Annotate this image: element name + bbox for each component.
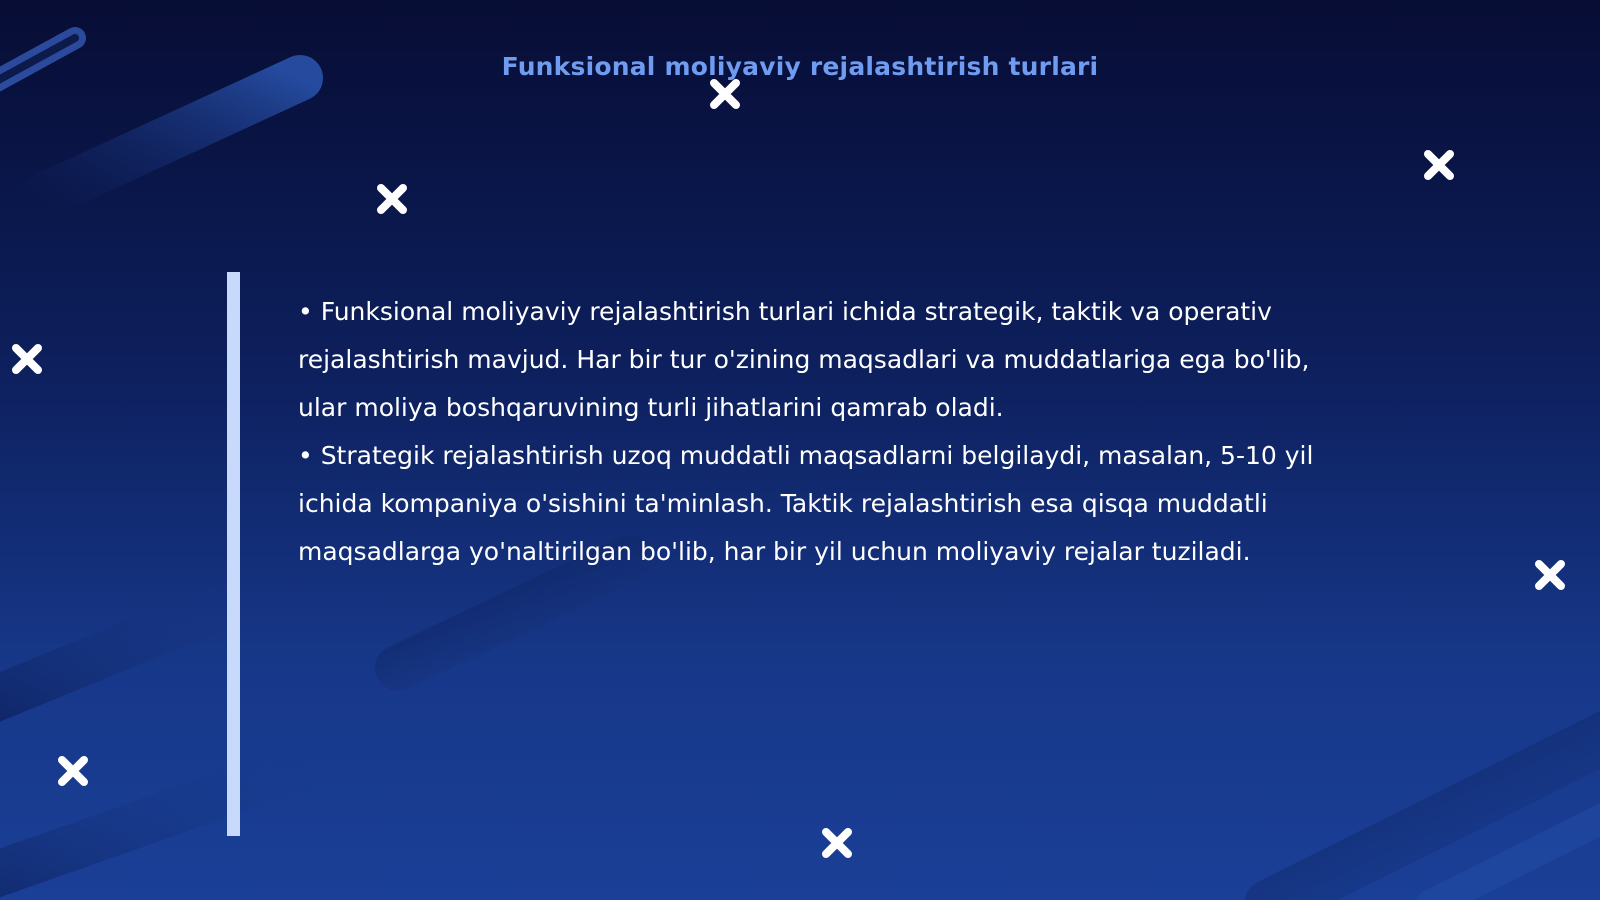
accent-bar — [227, 272, 240, 836]
close-x-icon — [1533, 558, 1567, 592]
decor-pill — [0, 760, 320, 880]
close-x-icon — [56, 754, 90, 788]
bullet-paragraph: • Strategik rejalashtirish uzoq muddatli maqsadlarni belgilaydi, masalan, 5-10 yil ichida kompaniya o'sishini ta'minlash. Taktik rejalashtirish esa qisqa muddatli maqsadlarga yo'naltirilgan bo'lib, har bir yil uchun moliyaviy rejalar tuziladi. — [298, 441, 1314, 566]
slide-body — [298, 288, 1328, 576]
close-x-icon — [708, 77, 742, 111]
bullet-paragraph: • Funksional moliyaviy rejalashtirish turlari ichida strategik, taktik va operativ rejalashtirish mavjud. Har bir tur o'zining maqsadlari va muddatlariga ega bo'lib, ular moliya boshqaruvining turli jihatlarini qamrab oladi. — [298, 297, 1310, 422]
close-x-icon — [820, 826, 854, 860]
close-x-icon — [1422, 148, 1456, 182]
decor-pill — [35, 78, 300, 200]
close-x-icon — [375, 182, 409, 216]
decor-pill — [1270, 720, 1600, 900]
slide-title: Funksional moliyaviy rejalashtirish turlari — [501, 52, 1099, 81]
close-x-icon — [10, 342, 44, 376]
decor-pill — [0, 580, 285, 705]
